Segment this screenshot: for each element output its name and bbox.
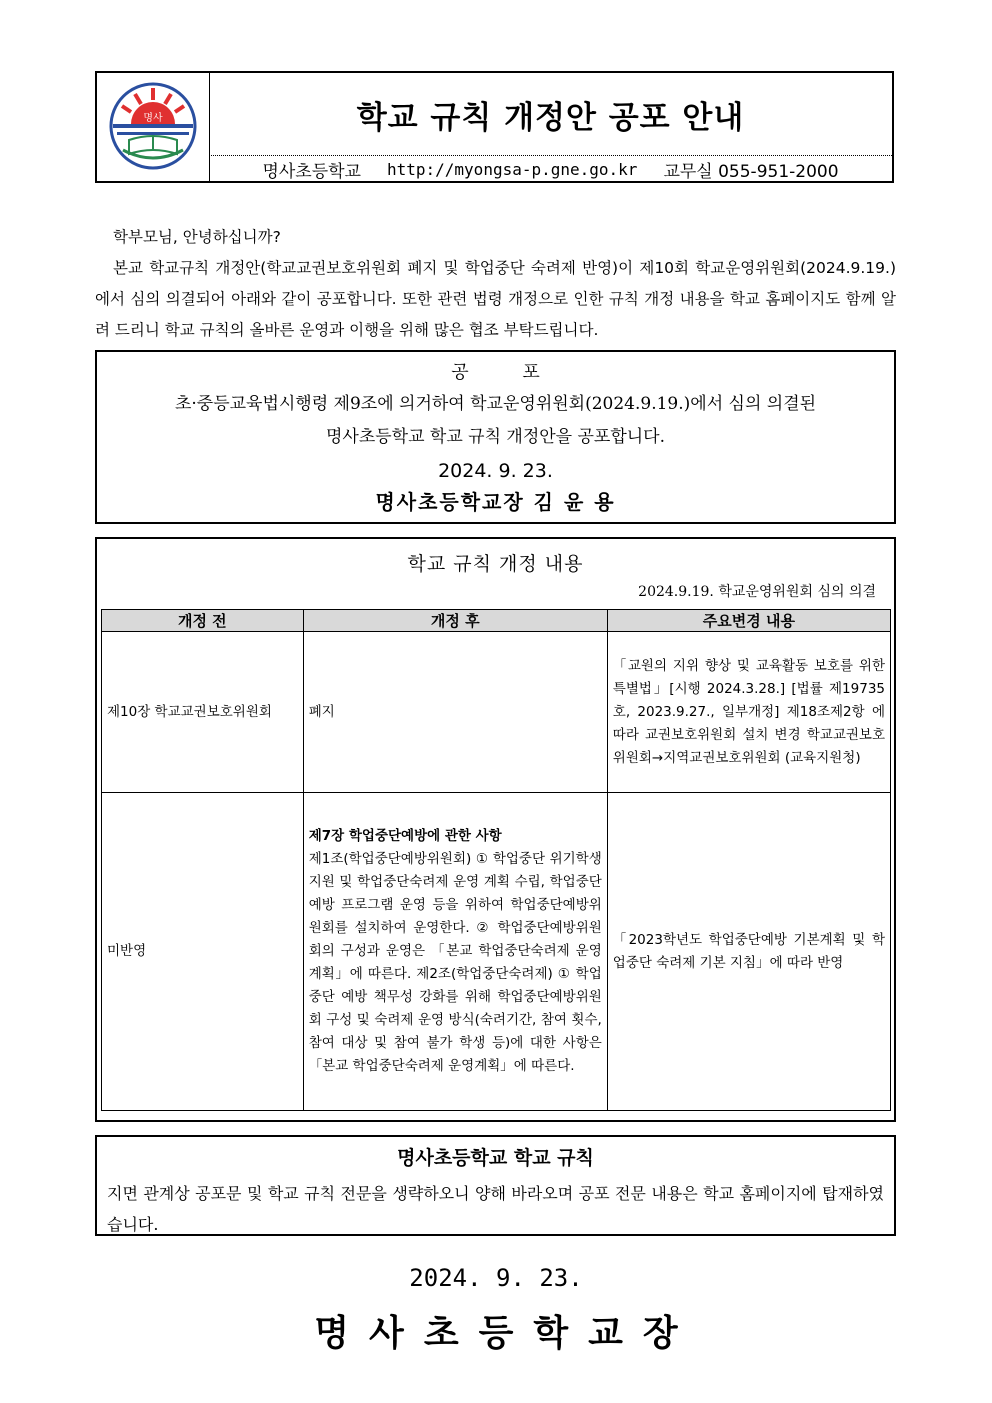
column-header: 개정 후 (303, 610, 607, 632)
footer-signature: 명사초등학교장 (314, 1312, 698, 1354)
proclamation-box (95, 350, 896, 524)
svg-text:명사: 명사 (143, 113, 163, 124)
intro-body: 본교 학교규칙 개정안(학교교권보호위원회 폐지 및 학업중단 숙려제 반영)이 제10회 학교운영위원회(2024.9.19.)에서 심의 의결되어 아래와 같이 공포합니다. 또한 관련 법령 개정으로 인한 규칙 개정 내용을 학교 홈페이지도 함께 알려 드리니 학교 규칙의 올바른 운영과 이행을 위해 많은 협조 부탁드립니다. (95, 259, 896, 339)
intro-text (95, 222, 896, 346)
greeting: 학부모님, 안녕하십니까? (113, 228, 281, 246)
footer-date: 2024. 9. 23. (409, 1264, 583, 1292)
school-name: 명사초등학교 (262, 161, 361, 182)
contact-line (209, 155, 892, 182)
column-header: 개정 전 (102, 610, 304, 632)
cell-after-wrap (303, 793, 607, 1111)
column-header: 주요변경 내용 (607, 610, 890, 632)
rules-title: 명사초등학교 학교 규칙 (397, 1147, 594, 1169)
cell-before: 미반영 (102, 793, 304, 1111)
logo-cell (97, 73, 210, 181)
cell-after-title: 제7장 학업중단예방에 관한 사항 (308, 828, 502, 844)
proclamation-line-1: 초·중등교육법시행령 제9조에 의거하여 학교운영위원회(2024.9.19.)에서 심의 의결된 (174, 394, 817, 414)
cell-after: 제1조(학업중단예방위원회) ① 학업중단 위기학생 지원 및 학업중단숙려제 운영 계획 수립, 학업중단예방 프로그램 운영 등을 위하여 학업중단예방위원회를 설치하여 운영한다. ② 학업중단예방위원회의 구성과 운영은 「본교 학업중단숙려제 운영계획」에 따른다. 제2조(학업중단숙려제) ① 학업중단 예방 책무성 강화를 위해 학업중단예방위원회 구성 및 숙려제 운영 방식(숙려기간, 참여 횟수, 참여 대상 및 참여 불가 학생 등)에 대한 사항은 「본교 학업중단숙려제 운영계획」에 따른다. (308, 851, 602, 1074)
cell-before: 제10장 학교교권보호위원회 (102, 632, 304, 793)
cell-after: 폐지 (303, 632, 607, 793)
school-logo-icon (99, 74, 207, 182)
table-header-row (102, 610, 891, 632)
proclamation-signature: 명사초등학교장 김 윤 용 (375, 490, 616, 514)
cell-note: 「교원의 지위 향상 및 교육활동 보호를 위한 특별법」[시행 2024.3.28.] [법률 제19735호, 2023.9.27., 일부개정] 제18조제2항 에 따라 교권보호위원회 설치 변경 학교교권보호위원회→지역교권보호위원회 (교육지원청) (607, 632, 890, 793)
page-title: 학교 규칙 개정안 공포 안내 (356, 99, 745, 136)
proclamation-line-2: 명사초등학교 학교 규칙 개정안을 공포합니다. (325, 427, 666, 447)
cell-note: 「2023학년도 학업중단예방 기본계획 및 학업중단 숙려제 기본 지침」에 따라 반영 (607, 793, 890, 1111)
rules-text: 지면 관계상 공포문 및 학교 규칙 전문을 생략하오니 양해 바라오며 공포 전문 내용은 학교 홈페이지에 탑재하였습니다. (107, 1184, 884, 1234)
rules-box (95, 1135, 896, 1236)
proclamation-heading: 공 포 (451, 362, 564, 383)
school-url[interactable]: http://myongsa-p.gne.go.kr (386, 159, 638, 179)
revision-box (95, 537, 896, 1122)
revision-table (101, 609, 891, 1111)
office-phone: 교무실 055-951-2000 (663, 161, 839, 182)
revision-subtitle: 2024.9.19. 학교운영위원회 심의 의결 (638, 584, 876, 600)
table-row (102, 793, 891, 1111)
revision-title: 학교 규칙 개정 내용 (407, 553, 584, 575)
proclamation-date: 2024. 9. 23. (438, 460, 553, 482)
letterhead (95, 71, 894, 183)
table-row (102, 632, 891, 793)
